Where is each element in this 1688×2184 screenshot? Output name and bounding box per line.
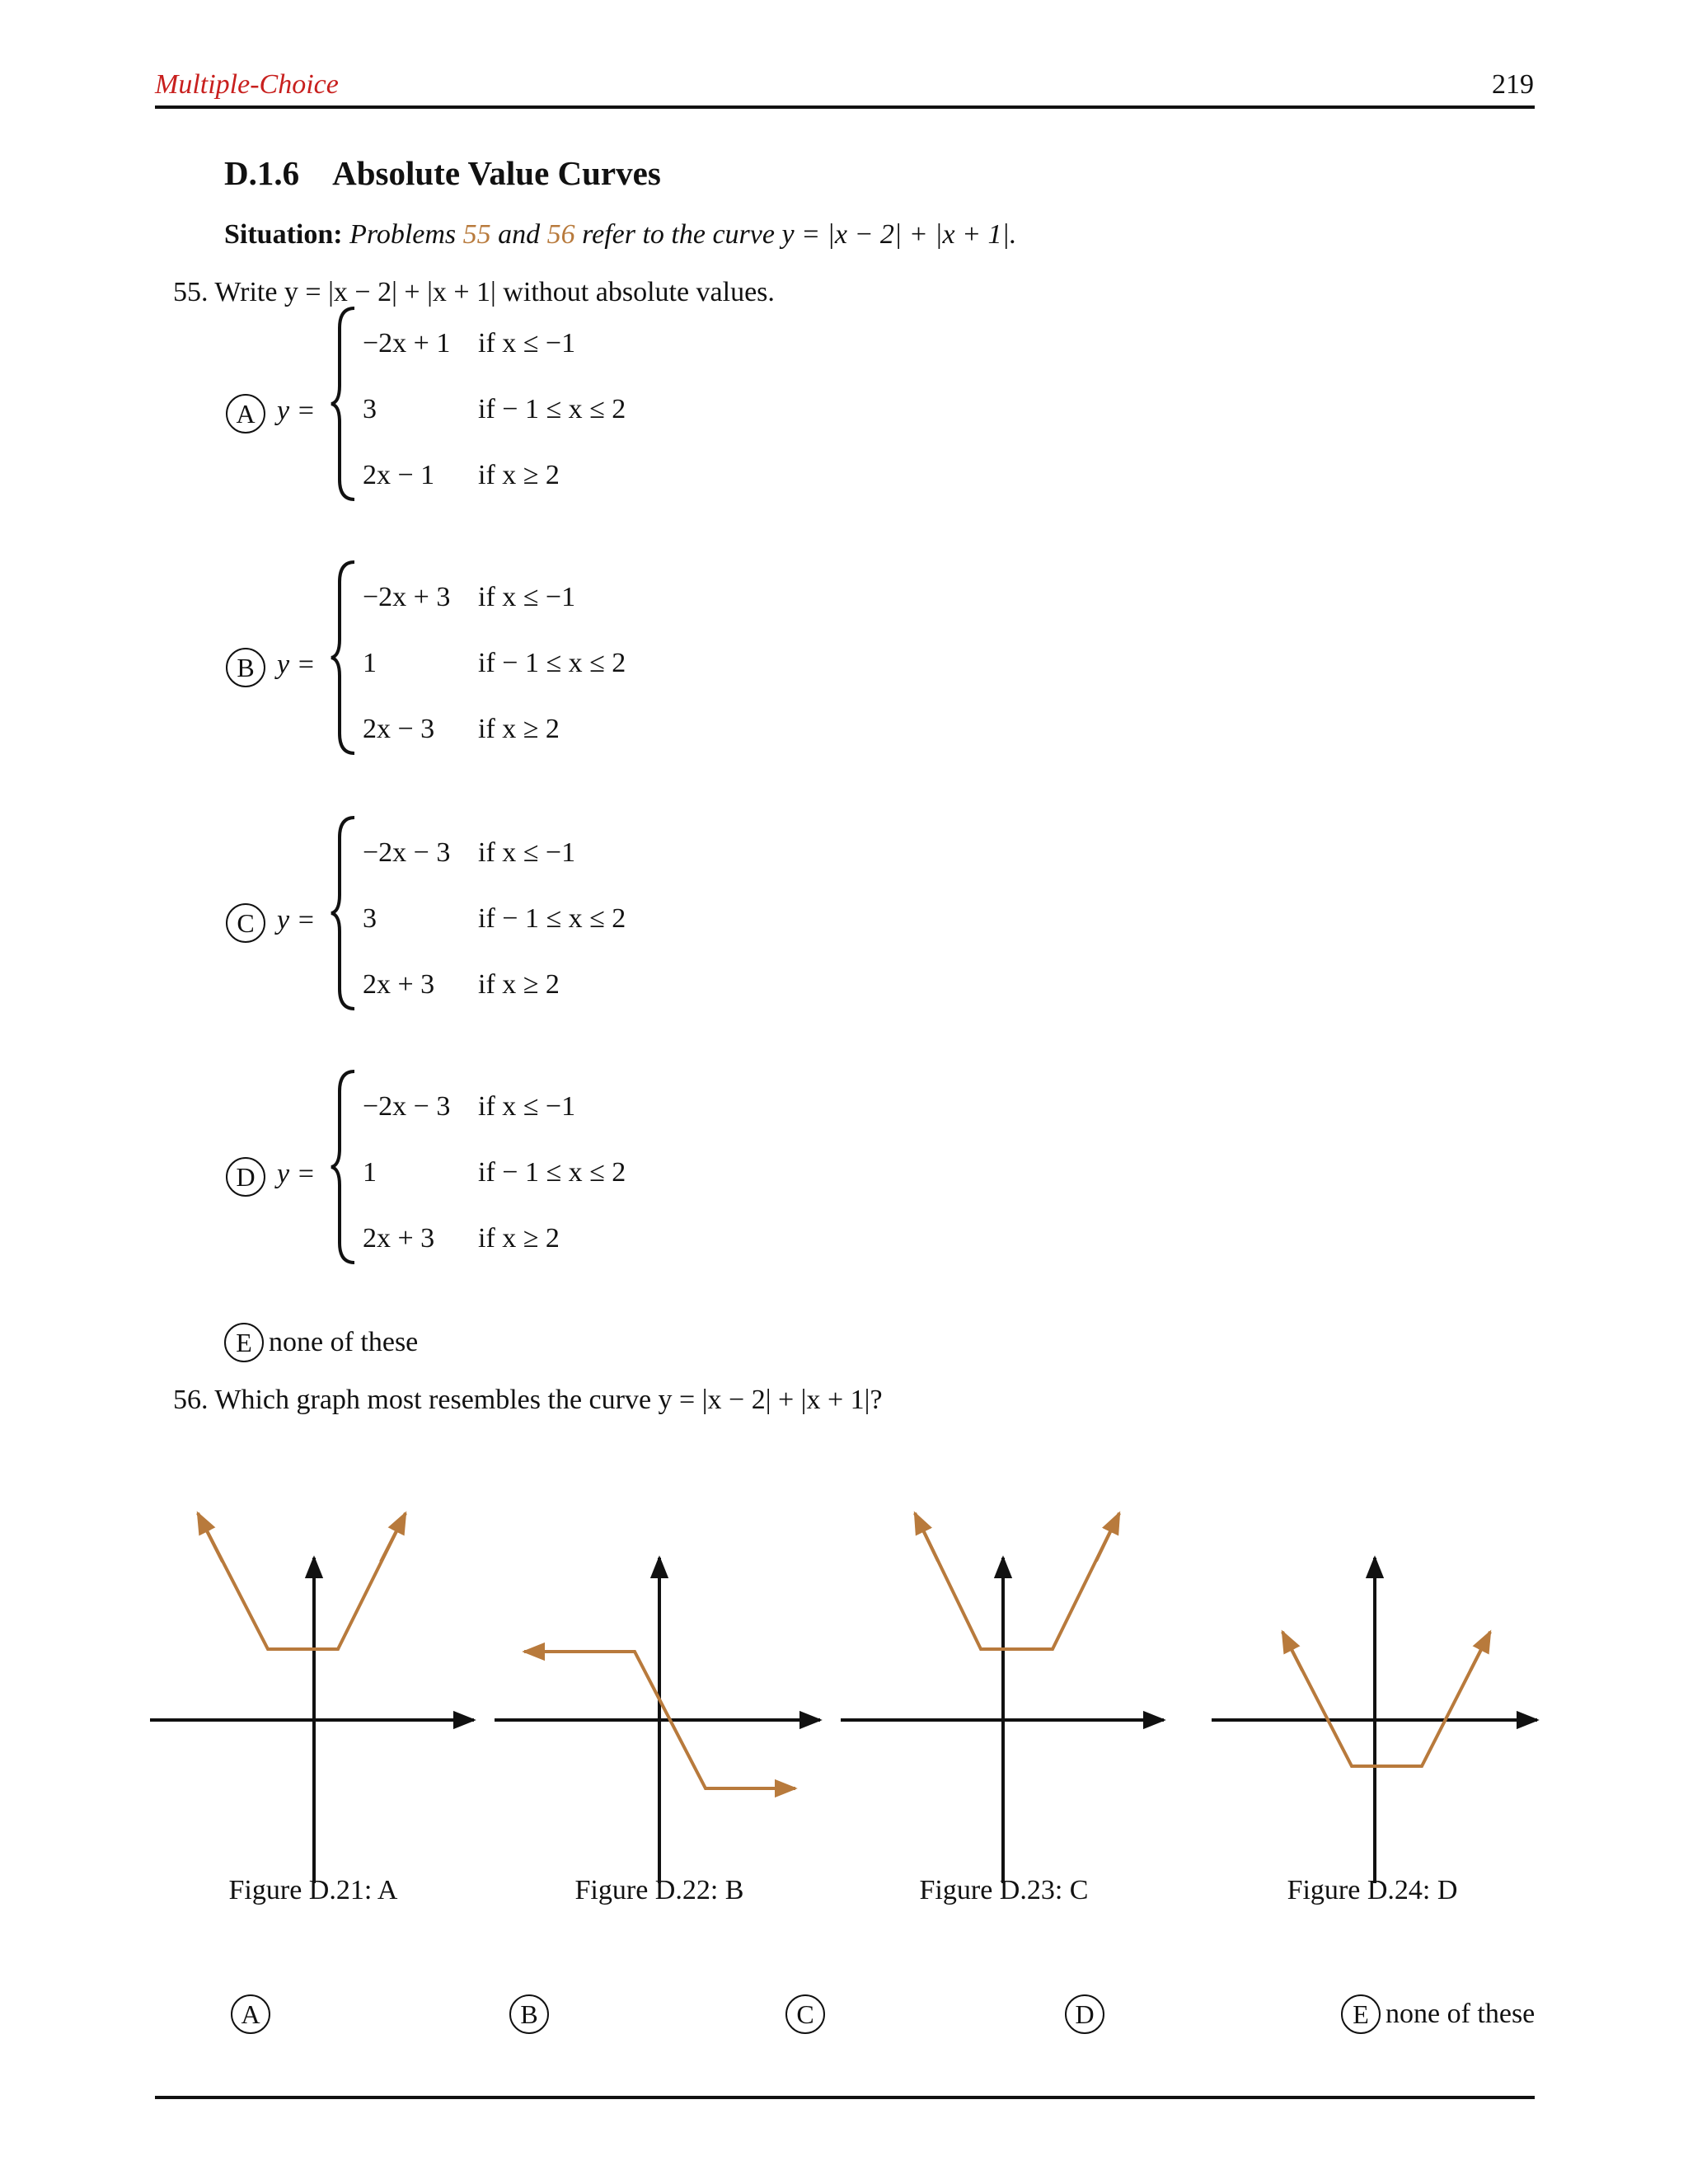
piece-expression: 3 [363,903,377,934]
problem-56-number: 56. [173,1385,209,1415]
option-a-55-circle[interactable]: A [226,394,265,434]
figure-a-graph [150,1513,474,1883]
figure-b-caption: Figure D.22: B [574,1875,744,1905]
figure-d-curve [1282,1632,1490,1766]
figure-b-graph [495,1558,820,1883]
figure-c-curve [915,1513,1119,1649]
figure-d-curve-arrow-left [1282,1632,1302,1671]
figure-c-caption: Figure D.23: C [919,1875,1089,1905]
piece-expression: 3 [363,394,377,424]
section-number: D.1.6 [224,154,300,192]
situation-text-post: refer to the curve y = |x − 2| + |x + 1|. [582,219,1017,250]
answer-56-a[interactable]: A [231,1994,270,2034]
situation-label: Situation: [224,219,343,250]
page-number: 219 [1492,69,1534,100]
problem-ref-55[interactable]: 55 [462,219,491,250]
figure-d-curve-arrow-right [1470,1632,1490,1671]
figure-a-curve-arrow-right [381,1513,406,1562]
situation-text-pre: Problems [349,219,457,250]
piece-expression: −2x − 3 [363,837,451,868]
piece-expression: 2x + 3 [363,1223,435,1254]
footer-rule [155,2096,1535,2099]
piece-expression: −2x + 3 [363,582,451,612]
problem-55-text: Write y = |x − 2| + |x + 1| without absolute values. [214,277,775,307]
option-c-55-y-equals: y = [277,905,316,935]
answer-56-c[interactable]: C [785,1994,825,2034]
figure-d-caption: Figure D.24: D [1287,1875,1458,1905]
figure-d-graph [1212,1558,1537,1883]
problem-55-number: 55. [173,277,209,307]
figure-a-curve-arrow-left [198,1513,223,1562]
piece-condition: if − 1 ≤ x ≤ 2 [478,1157,626,1188]
option-b-55-y-equals: y = [277,649,316,680]
piece-condition: if x ≥ 2 [478,1223,560,1254]
piece-condition: if x ≥ 2 [478,969,560,1000]
figure-c-graph [841,1513,1164,1883]
piece-expression: −2x + 1 [363,328,451,359]
piece-expression: 1 [363,1157,377,1188]
option-e-55-text: none of these [269,1327,419,1357]
figure-a-caption: Figure D.21: A [228,1875,398,1905]
piece-condition: if − 1 ≤ x ≤ 2 [478,648,626,678]
option-d-55-circle[interactable]: D [226,1157,265,1197]
piece-expression: −2x − 3 [363,1091,451,1122]
piece-expression: 2x − 3 [363,714,435,744]
problem-56-text: Which graph most resembles the curve y = |x − 2| + |x + 1|? [214,1385,883,1415]
piece-condition: if x ≤ −1 [478,582,576,612]
piece-expression: 2x − 1 [363,460,435,490]
option-a-55-y-equals: y = [277,396,316,426]
option-e-55-circle[interactable]: E [224,1323,264,1362]
piece-condition: if − 1 ≤ x ≤ 2 [478,394,626,424]
situation-text-mid: and [498,219,541,250]
piece-condition: if x ≥ 2 [478,714,560,744]
option-b-55-circle[interactable]: B [226,648,265,687]
option-c-55-circle[interactable]: C [226,903,265,943]
problem-ref-56[interactable]: 56 [546,219,575,250]
figure-a-curve [198,1513,406,1649]
running-header-section: Multiple-Choice [155,69,339,100]
piece-condition: if x ≤ −1 [478,328,576,359]
answer-56-e-circle[interactable]: E [1341,1994,1381,2034]
piece-condition: if x ≤ −1 [478,837,576,868]
figure-c-curve-arrow-left [915,1513,938,1561]
piece-expression: 1 [363,648,377,678]
answer-56-e-text: none of these [1386,1999,1536,2029]
option-d-55-y-equals: y = [277,1159,316,1189]
piece-condition: if − 1 ≤ x ≤ 2 [478,903,626,934]
answer-56-d[interactable]: D [1065,1994,1104,2034]
answer-56-e[interactable] [1341,1994,1535,2034]
figure-c-curve-arrow-right [1096,1513,1119,1561]
piece-condition: if x ≤ −1 [478,1091,576,1122]
section-title: Absolute Value Curves [332,154,661,192]
piece-condition: if x ≥ 2 [478,460,560,490]
piece-expression: 2x + 3 [363,969,435,1000]
answer-56-b[interactable]: B [509,1994,549,2034]
